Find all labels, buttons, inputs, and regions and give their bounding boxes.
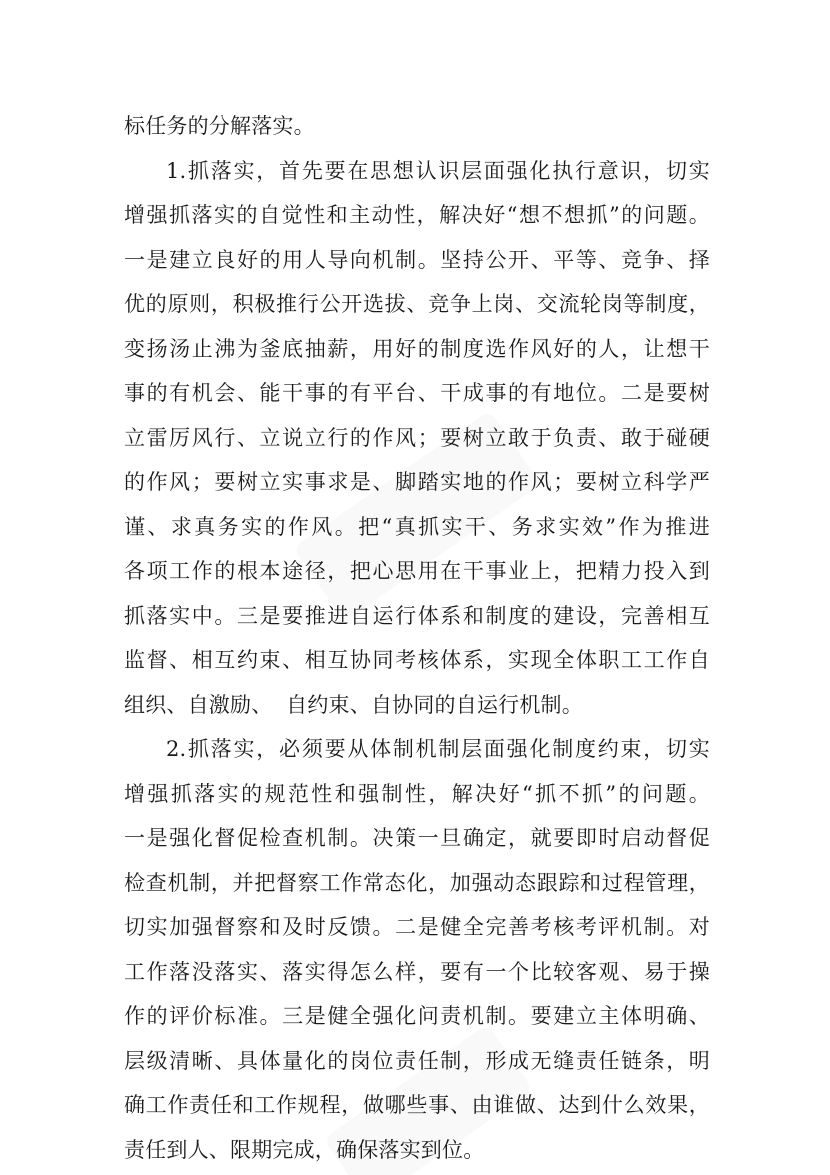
text-line: 监督、相互约束、相互协同考核体系，实现全体职工工作自 (124, 648, 710, 672)
text-line: 层级清晰、具体量化的岗位责任制，形成无缝责任链条，明 (124, 1048, 710, 1073)
text-line: 工作落没落实、落实得怎么样，要有一个比较客观、易于操 (124, 959, 710, 984)
paragraph-point-2 (124, 727, 710, 1172)
text-line: 1.抓落实，首先要在思想认识层面强化执行意识，切实 (166, 158, 710, 183)
body-text (124, 104, 710, 1172)
text-line: 确工作责任和工作规程，做哪些事、由谁做、达到什么效果， (124, 1093, 710, 1117)
text-line: 谨、求真务实的作风。把“真抓实干、务求实效”作为推进 (124, 514, 710, 539)
text-line: 作的评价标准。三是健全强化问责机制。要建立主体明确、 (124, 1004, 710, 1028)
text-line: 组织、自激励、 自约束、自协同的自运行机制。 (124, 692, 583, 717)
text-line: 增强抓落实的自觉性和主动性，解决好“想不想抓”的问题。 (124, 203, 710, 227)
text-line: 事的有机会、能干事的有平台、干成事的有地位。二是要树 (124, 381, 710, 405)
text-line: 标任务的分解落实。 (124, 114, 315, 138)
text-line: 优的原则，积极推行公开选拔、竞争上岗、交流轮岗等制度， (124, 292, 710, 316)
text-line: 2.抓落实，必须要从体制机制层面强化制度约束，切实 (166, 737, 710, 761)
text-line: 切实加强督察和及时反馈。二是健全完善考核考评机制。对 (124, 915, 710, 939)
text-line: 一是强化督促检查机制。决策一旦确定，就要即时启动督促 (124, 826, 710, 850)
text-line: 变扬汤止沸为釜底抽薪，用好的制度选作风好的人，让想干 (124, 336, 710, 361)
paragraph-point-1 (124, 149, 710, 728)
text-line: 各项工作的根本途径，把心思用在干事业上，把精力投入到 (124, 559, 710, 583)
text-line: 责任到人、限期完成，确保落实到位。 (124, 1137, 485, 1162)
text-line: 一是建立良好的用人导向机制。坚持公开、平等、竞争、择 (124, 247, 710, 272)
paragraph-intro-continuation (124, 104, 710, 149)
text-line: 检查机制，并把督察工作常态化，加强动态跟踪和过程管理， (124, 870, 710, 895)
text-line: 的作风；要树立实事求是、脚踏实地的作风；要树立科学严 (124, 470, 710, 494)
text-line: 立雷厉风行、立说立行的作风；要树立敢于负责、敢于碰硬 (124, 425, 710, 450)
text-line: 增强抓落实的规范性和强制性，解决好“抓不抓”的问题。 (124, 781, 710, 806)
text-line: 抓落实中。三是要推进自运行体系和制度的建设，完善相互 (124, 603, 710, 628)
